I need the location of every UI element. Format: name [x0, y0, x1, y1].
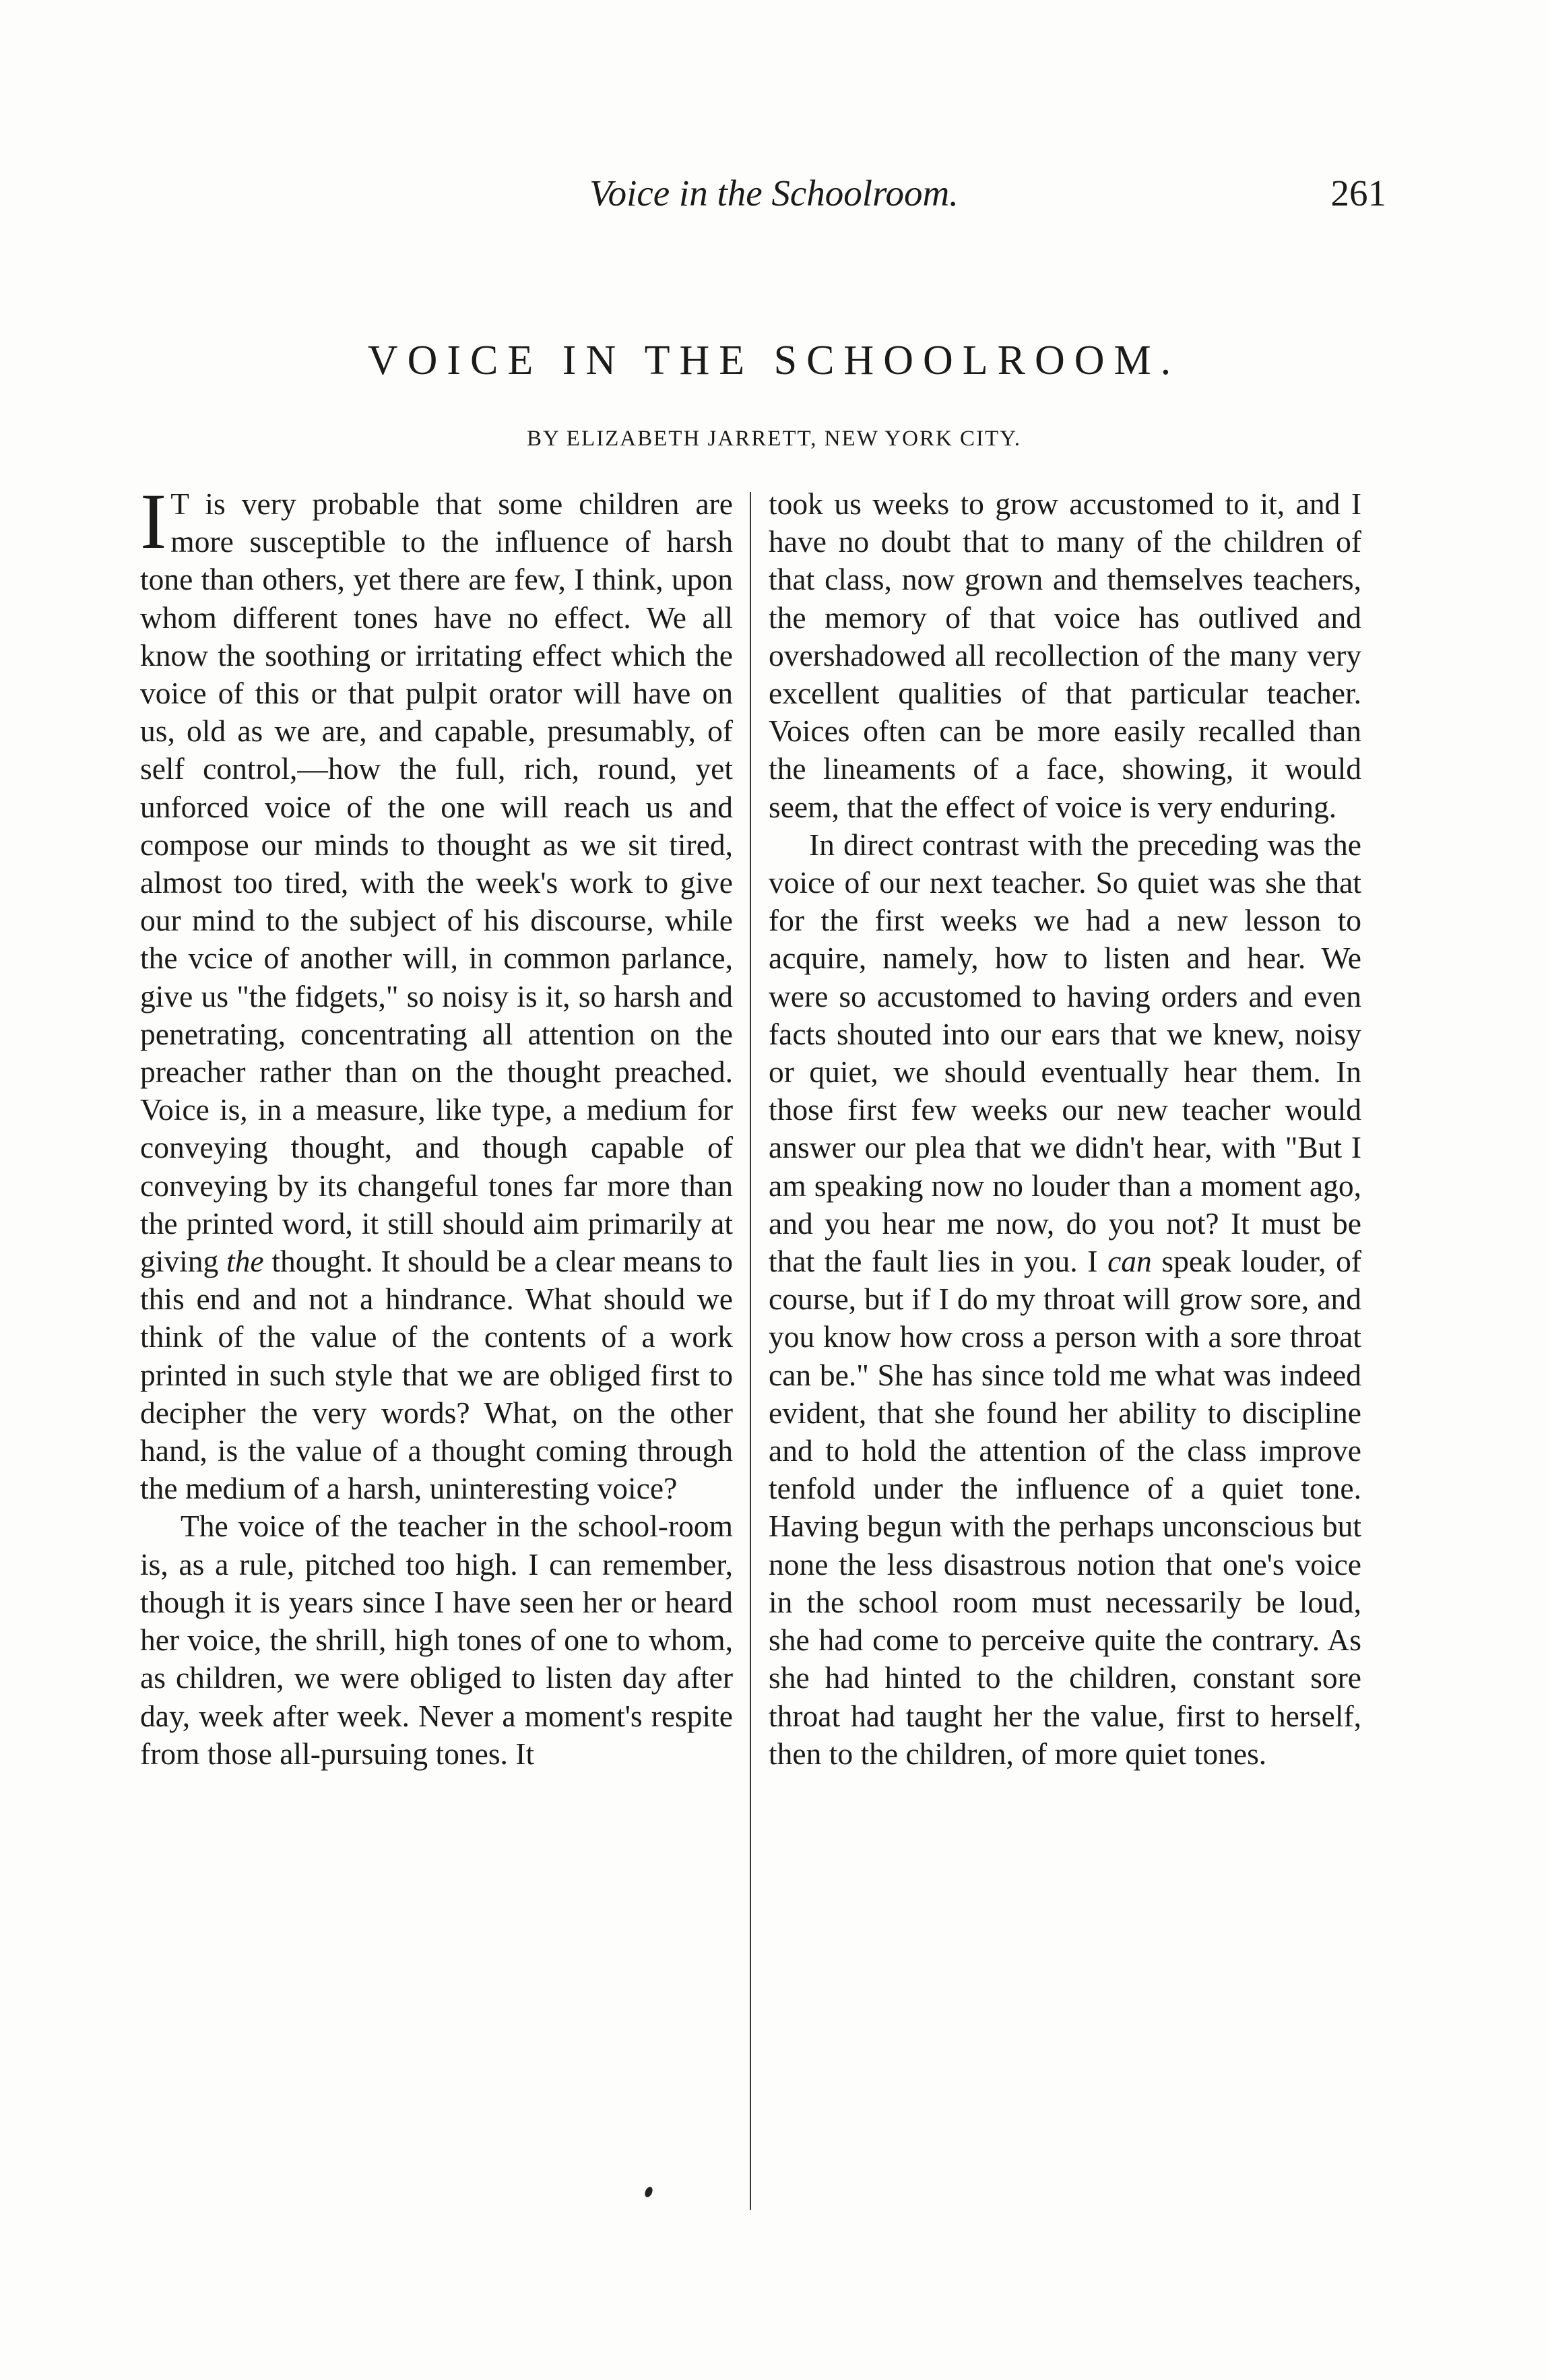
- paragraph-3: took us weeks to grow accustomed to it, and I have no doubt that to many of the children of that class, now grown and themselves teachers, the memory of that voice has outlived and overshadowed all recollection of the many very excellent qualities of that particular teacher. Voices often can be more easily recalled than the lineaments of a face, showing, it would seem, that the effect of voice is very enduring.: [769, 487, 1361, 824]
- left-column: [140, 477, 734, 1773]
- paragraph-2: The voice of the teacher in the school-room is, as a rule, pitched too high. I can remember, though it is years since I have seen her or heard her voice, the shrill, high tones of one to whom, as children, we were obliged to listen day after day, week after week. Never a moment's respite from those all-pursuing tones. It: [140, 1509, 733, 1771]
- running-title: Voice in the Schoolroom.: [589, 173, 959, 214]
- article-byline: BY ELIZABETH JARRETT, NEW YORK CITY.: [526, 427, 1022, 451]
- paragraph-1-text: T is very probable that some children are more susceptible to the influence of harsh tone than others, yet there are few, I think, upon whom different tones have no effect. We all know the soothing or irritating effect which the voice of this or that pulpit orator will have on us, old as we are, and capable, presumably, of self control,—how the full, rich, round, yet unforced voice of the one will reach us and compose our minds to thought as we sit tired, almost too tired, with the week's work to give our mind to the subject of his discourse, while the vcice of another will, in common parlance, give us "the fidgets," so noisy is it, so harsh and penetrating, concentrating all attention on the preacher rather than on the thought preached. Voice is, in a measure, like type, a medium for conveying thought, and though capable of conveying by its changeful tones far more than the printed word, it still should aim primarily at giving: [140, 487, 733, 1279]
- page-number: 261: [1330, 173, 1386, 214]
- paragraph-4-italic: can: [1107, 1244, 1152, 1279]
- printer-mark: [643, 2186, 654, 2199]
- right-column: [769, 485, 1361, 1773]
- paragraph-4: [769, 826, 1361, 1773]
- paragraph-4-end: speak louder, of course, but if I do my throat will grow sore, and you know how cross a person with a sore throat can be." She has since told me what was indeed evident, that she found her ability to discipline and to hold the attention of the class improve tenfold under the influence of a quiet tone. Having begun with the perhaps unconscious but none the less disastrous notion that one's voice in the school room must necessarily be loud, she had come to perceive quite the contrary. As she had hinted to the children, constant sore throat had taught her the value, first to herself, then to the children, of more quiet tones.: [769, 1244, 1362, 1771]
- running-head: [0, 172, 1548, 219]
- paragraph-1: [140, 477, 734, 1507]
- column-divider: [750, 492, 751, 2210]
- article-title: VOICE IN THE SCHOOLROOM.: [367, 338, 1181, 383]
- paragraph-4-start: In direct contrast with the preceding was the voice of our next teacher. So quiet was she that for the first weeks we had a new lesson to acquire, namely, how to listen and hear. We were so accustomed to having orders and even facts shouted into our ears that we knew, noisy or quiet, we should eventually hear them. In those first few weeks our new teacher would answer our plea that we didn't hear, with "But I am speaking now no louder than a moment ago, and you hear me now, do you not? It must be that the fault lies in you. I: [769, 827, 1361, 1279]
- drop-cap: I: [140, 477, 167, 565]
- paragraph-1-italic: the: [226, 1244, 264, 1279]
- paragraph-1-end: thought. It should be a clear means to this end and not a hindrance. What should we think of the value of the contents of a work printed in such style that we are obliged first to decipher the very words? What, on the other hand, is the value of a thought coming through the medium of a harsh, uninteresting voice?: [140, 1244, 734, 1506]
